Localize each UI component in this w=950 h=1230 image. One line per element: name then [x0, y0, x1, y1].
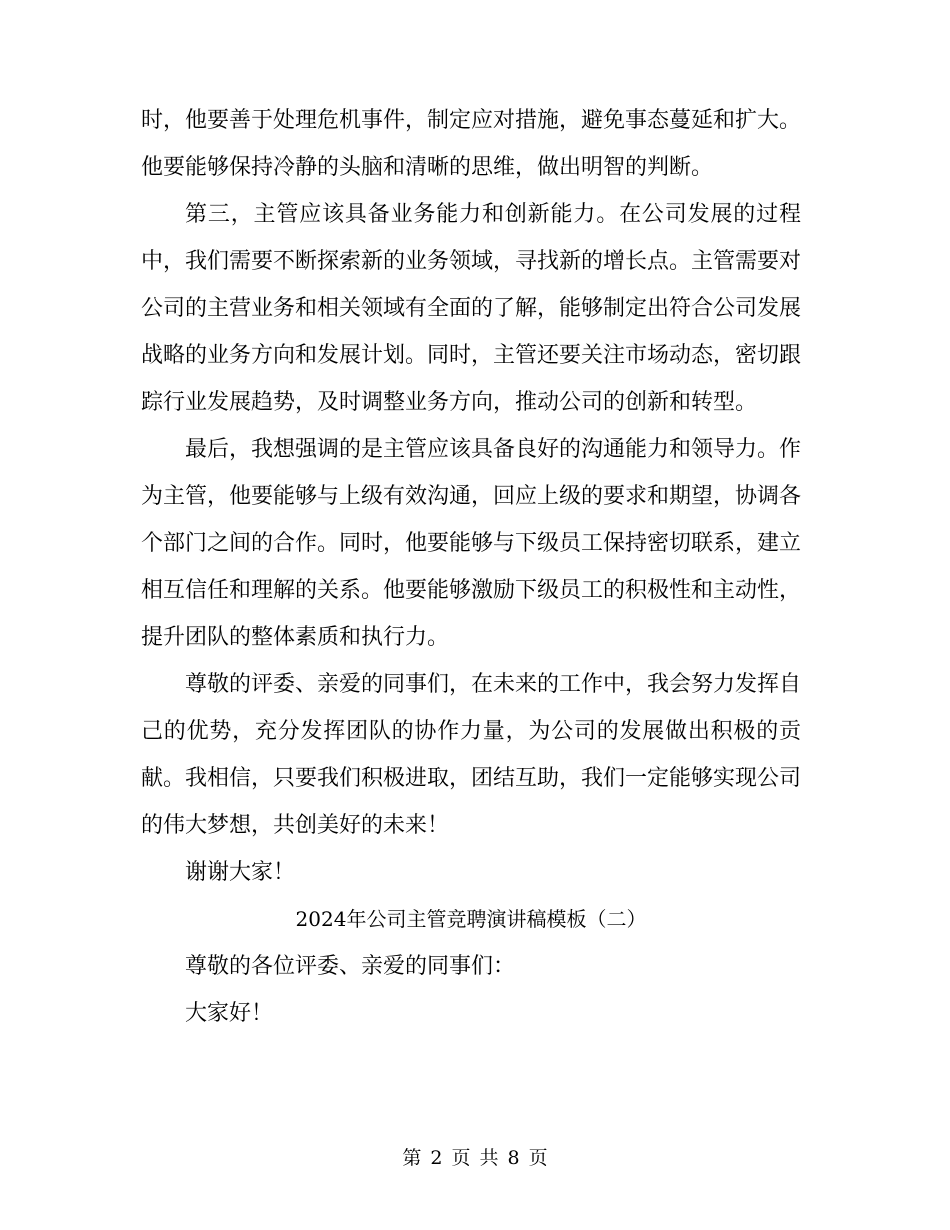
hello-line: 大家好！ — [185, 1001, 274, 1026]
paragraph-communication-leadership: 最后，我想强调的是主管应该具备良好的沟通能力和领导力。作为主管，他要能够与上级有效沟通，回应上级的要求和期望，协调各个部门之间的合作。同时，他要能够与下级员工保持密切联系，建立相互信任和理解的关系。他要能够激励下级员工的积极性和主动性，提升团队的整体素质和执行力。 — [141, 437, 802, 650]
section-title: 2024年公司主管竞聘演讲稿模板（二） — [295, 907, 647, 931]
paragraph-business-ability: 第三，主管应该具备业务能力和创新能力。在公司发展的过程中，我们需要不断探索新的业务领域，寻找新的增长点。主管需要对公司的主营业务和相关领域有全面的了解，能够制定出符合公司发展战略的业务方向和发展计划。同时，主管还要关注市场动态，密切跟踪行业发展趋势，及时调整业务方向，推动公司的创新和转型。 — [141, 202, 802, 415]
paragraph-thanks: 谢谢大家！ — [185, 860, 296, 885]
document-body — [141, 97, 801, 1037]
paragraph-continuation: 时，他要善于处理危机事件，制定应对措施，避免事态蔓延和扩大。他要能够保持冷静的头脑和清晰的思维，做出明智的判断。 — [141, 108, 802, 180]
greeting-line: 尊敬的各位评委、亲爱的同事们： — [185, 954, 516, 979]
paragraph-closing: 尊敬的评委、亲爱的同事们，在未来的工作中，我会努力发挥自己的优势，充分发挥团队的协作力量，为公司的发展做出积极的贡献。我相信，只要我们积极进取，团结互助，我们一定能够实现公司的伟大梦想，共创美好的未来！ — [141, 672, 802, 838]
page-footer: 第 2 页 共 8 页 — [402, 1147, 548, 1169]
